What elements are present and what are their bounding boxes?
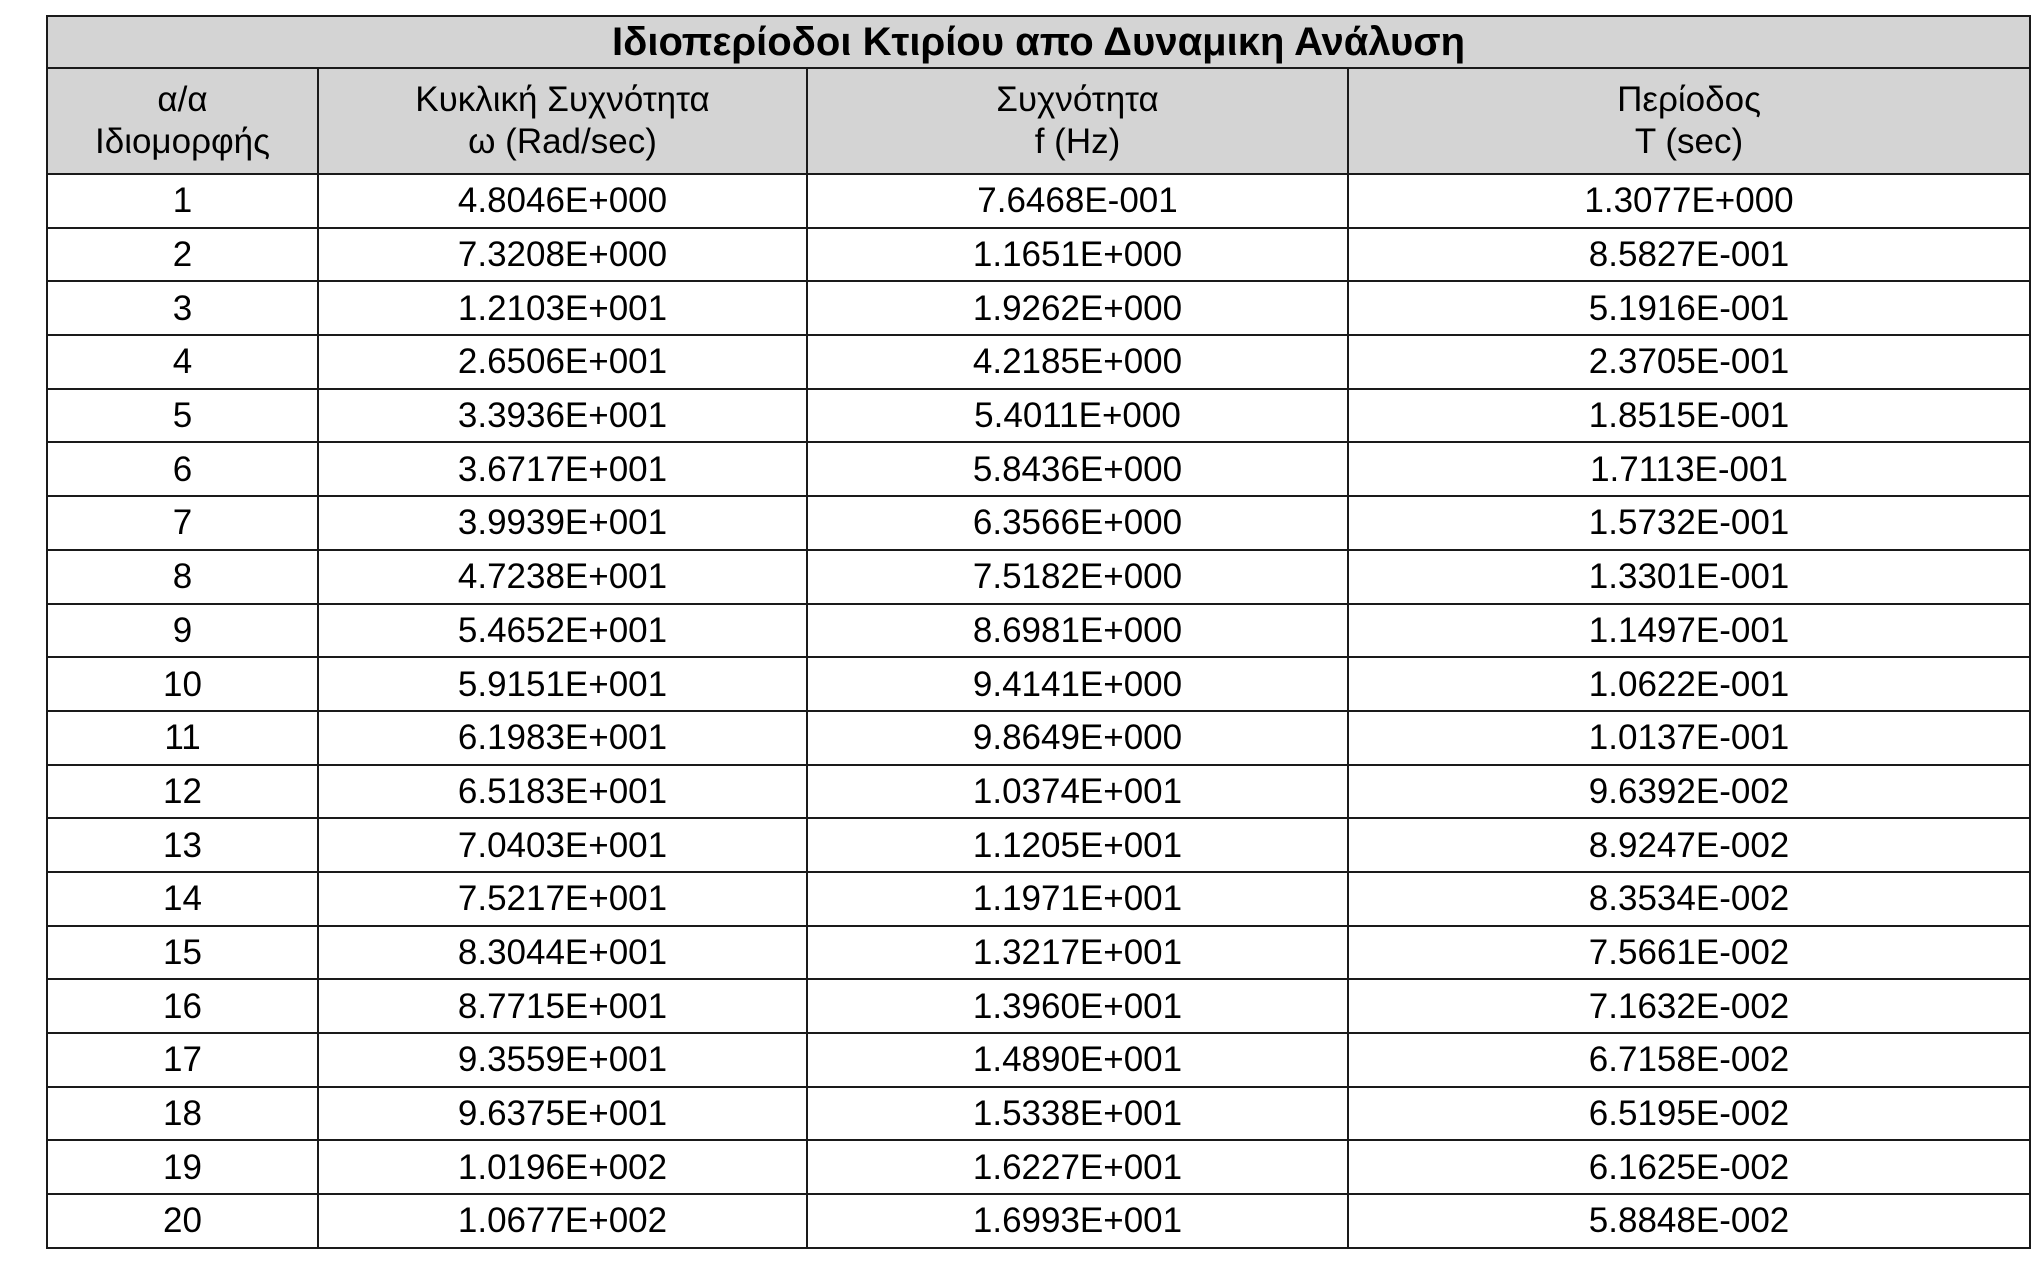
table-row [47,604,2030,658]
cell-frequency: 5.8436E+000 [807,442,1348,496]
cell-frequency: 5.4011E+000 [807,389,1348,443]
cell-period: 7.1632E-002 [1348,979,2030,1033]
table-title-row [47,16,2030,68]
cell-mode-number: 12 [47,765,318,819]
cell-angular-frequency: 6.5183E+001 [318,765,807,819]
column-header-mode-number [47,68,318,174]
cell-angular-frequency: 3.3936E+001 [318,389,807,443]
periods-table-container [46,15,2029,1249]
cell-period: 8.3534E-002 [1348,872,2030,926]
cell-frequency: 1.0374E+001 [807,765,1348,819]
cell-period: 1.0622E-001 [1348,657,2030,711]
cell-period: 1.0137E-001 [1348,711,2030,765]
cell-angular-frequency: 3.6717E+001 [318,442,807,496]
cell-mode-number: 17 [47,1033,318,1087]
table-title: Ιδιοπερίοδοι Κτιρίου απο Δυναμικη Ανάλυση [47,16,2030,68]
cell-period: 1.1497E-001 [1348,604,2030,658]
cell-frequency: 1.1205E+001 [807,818,1348,872]
cell-mode-number: 14 [47,872,318,926]
cell-mode-number: 3 [47,281,318,335]
cell-frequency: 9.8649E+000 [807,711,1348,765]
periods-table [46,15,2031,1249]
cell-mode-number: 6 [47,442,318,496]
cell-angular-frequency: 9.3559E+001 [318,1033,807,1087]
cell-period: 6.5195E-002 [1348,1087,2030,1141]
cell-frequency: 1.6227E+001 [807,1140,1348,1194]
cell-period: 1.8515E-001 [1348,389,2030,443]
cell-angular-frequency: 2.6506E+001 [318,335,807,389]
table-row [47,1140,2030,1194]
table-row [47,1194,2030,1248]
cell-angular-frequency: 5.9151E+001 [318,657,807,711]
cell-mode-number: 10 [47,657,318,711]
cell-period: 9.6392E-002 [1348,765,2030,819]
cell-frequency: 1.5338E+001 [807,1087,1348,1141]
cell-frequency: 4.2185E+000 [807,335,1348,389]
cell-mode-number: 7 [47,496,318,550]
column-header-line1: Κυκλική Συχνότητα [415,80,710,119]
table-row [47,228,2030,282]
cell-period: 2.3705E-001 [1348,335,2030,389]
column-header-frequency [807,68,1348,174]
table-header-row [47,68,2030,174]
cell-period: 1.7113E-001 [1348,442,2030,496]
table-row [47,657,2030,711]
cell-period: 6.7158E-002 [1348,1033,2030,1087]
cell-period: 5.1916E-001 [1348,281,2030,335]
table-row [47,281,2030,335]
cell-frequency: 1.9262E+000 [807,281,1348,335]
cell-angular-frequency: 1.0196E+002 [318,1140,807,1194]
cell-period: 8.5827E-001 [1348,228,2030,282]
column-header-line2: Ιδιομορφής [94,122,271,161]
cell-frequency: 6.3566E+000 [807,496,1348,550]
column-header-period [1348,68,2030,174]
cell-angular-frequency: 1.2103E+001 [318,281,807,335]
cell-mode-number: 2 [47,228,318,282]
cell-frequency: 1.1971E+001 [807,872,1348,926]
cell-frequency: 8.6981E+000 [807,604,1348,658]
table-row [47,442,2030,496]
cell-angular-frequency: 8.3044E+001 [318,926,807,980]
cell-mode-number: 5 [47,389,318,443]
cell-frequency: 9.4141E+000 [807,657,1348,711]
cell-mode-number: 13 [47,818,318,872]
cell-angular-frequency: 7.0403E+001 [318,818,807,872]
cell-period: 5.8848E-002 [1348,1194,2030,1248]
table-body [47,174,2030,1248]
table-row [47,174,2030,228]
cell-frequency: 1.1651E+000 [807,228,1348,282]
table-row [47,818,2030,872]
table-row [47,872,2030,926]
column-header-line1: Συχνότητα [996,80,1159,119]
cell-mode-number: 16 [47,979,318,1033]
table-row [47,765,2030,819]
cell-mode-number: 1 [47,174,318,228]
cell-frequency: 1.3217E+001 [807,926,1348,980]
cell-period: 1.5732E-001 [1348,496,2030,550]
table-row [47,389,2030,443]
cell-angular-frequency: 7.3208E+000 [318,228,807,282]
cell-frequency: 1.3960E+001 [807,979,1348,1033]
table-row [47,335,2030,389]
cell-mode-number: 8 [47,550,318,604]
table-row [47,979,2030,1033]
cell-angular-frequency: 8.7715E+001 [318,979,807,1033]
table-row [47,926,2030,980]
table-row [47,550,2030,604]
cell-angular-frequency: 7.5217E+001 [318,872,807,926]
cell-mode-number: 19 [47,1140,318,1194]
cell-period: 7.5661E-002 [1348,926,2030,980]
cell-frequency: 1.4890E+001 [807,1033,1348,1087]
cell-mode-number: 11 [47,711,318,765]
table-row [47,711,2030,765]
cell-frequency: 7.5182E+000 [807,550,1348,604]
cell-period: 8.9247E-002 [1348,818,2030,872]
cell-mode-number: 20 [47,1194,318,1248]
cell-mode-number: 18 [47,1087,318,1141]
cell-mode-number: 9 [47,604,318,658]
column-header-line1: α/α [157,80,208,119]
cell-angular-frequency: 4.7238E+001 [318,550,807,604]
cell-angular-frequency: 3.9939E+001 [318,496,807,550]
cell-mode-number: 4 [47,335,318,389]
column-header-line2: T (sec) [1634,122,1744,161]
cell-angular-frequency: 5.4652E+001 [318,604,807,658]
cell-period: 6.1625E-002 [1348,1140,2030,1194]
cell-angular-frequency: 9.6375E+001 [318,1087,807,1141]
cell-angular-frequency: 6.1983E+001 [318,711,807,765]
cell-period: 1.3077E+000 [1348,174,2030,228]
cell-angular-frequency: 4.8046E+000 [318,174,807,228]
table-row [47,1087,2030,1141]
cell-angular-frequency: 1.0677E+002 [318,1194,807,1248]
column-header-line2: ω (Rad/sec) [468,122,657,161]
cell-mode-number: 15 [47,926,318,980]
column-header-angular-frequency [318,68,807,174]
table-row [47,1033,2030,1087]
column-header-line2: f (Hz) [1034,122,1121,161]
cell-frequency: 7.6468E-001 [807,174,1348,228]
cell-period: 1.3301E-001 [1348,550,2030,604]
column-header-line1: Περίοδος [1617,80,1761,119]
table-row [47,496,2030,550]
cell-frequency: 1.6993E+001 [807,1194,1348,1248]
